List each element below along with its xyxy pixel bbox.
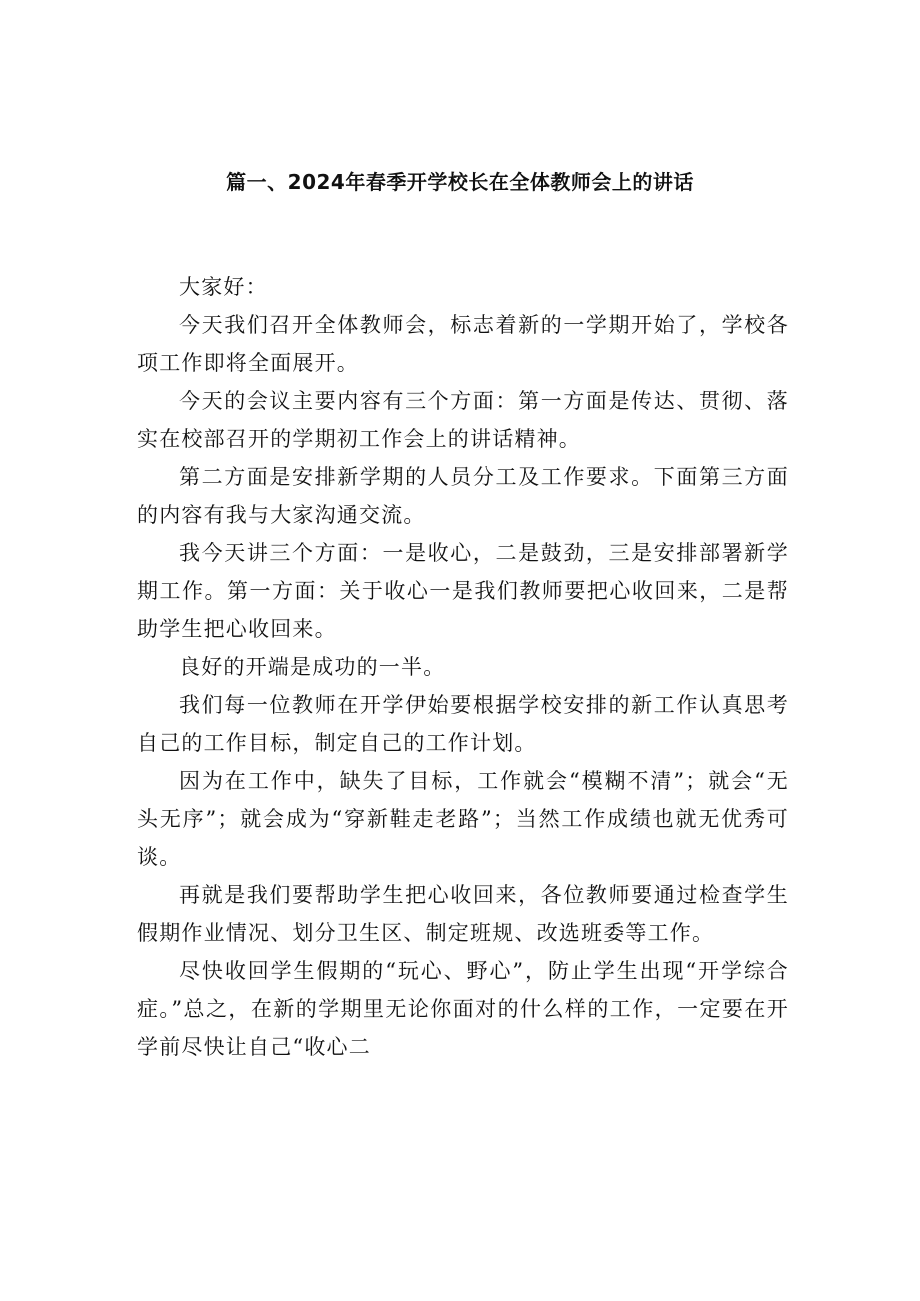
paragraph: 良好的开端是成功的一半。 — [179, 655, 446, 679]
paragraph: 再就是我们要帮助学生把心收回来，各位教师要通过检查学生假期作业情况、划分卫生区、制定班规、改选班委等工作。 — [137, 883, 789, 945]
paragraph: 今天我们召开全体教师会，标志着新的一学期开始了，学校各项工作即将全面展开。 — [137, 313, 789, 375]
paragraph: 我今天讲三个方面：一是收心，二是鼓劲，三是安排部署新学期工作。第一方面：关于收心一是我们教师要把心收回来，二是帮助学生把心收回来。 — [137, 541, 789, 641]
document-title: 篇一、2024年春季开学校长在全体教师会上的讲话 — [226, 170, 694, 194]
paragraph: 今天的会议主要内容有三个方面：第一方面是传达、贯彻、落实在校部召开的学期初工作会上的讲话精神。 — [137, 389, 789, 451]
paragraph: 尽快收回学生假期的“玩心、野心”，防止学生出现“开学综合症。”总之，在新的学期里无论你面对的什么样的工作，一定要在开学前尽快让自己“收心二 — [137, 959, 789, 1059]
paragraph-greeting: 大家好： — [179, 275, 268, 299]
document-body — [137, 268, 789, 1066]
paragraph: 我们每一位教师在开学伊始要根据学校安排的新工作认真思考自己的工作目标，制定自己的工作计划。 — [137, 693, 789, 755]
paragraph: 因为在工作中，缺失了目标，工作就会“模糊不清”；就会“无头无序”；就会成为“穿新鞋走老路”；当然工作成绩也就无优秀可谈。 — [137, 769, 789, 869]
paragraph: 第二方面是安排新学期的人员分工及工作要求。下面第三方面的内容有我与大家沟通交流。 — [137, 465, 789, 527]
